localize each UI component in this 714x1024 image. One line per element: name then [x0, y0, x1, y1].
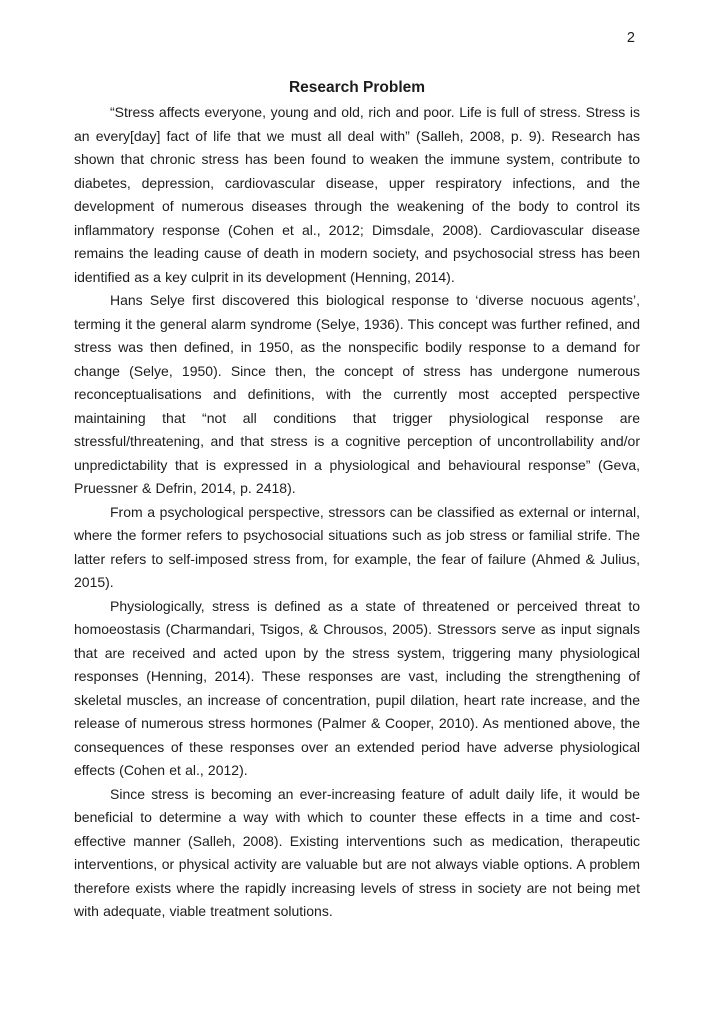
paragraph-1: “Stress affects everyone, young and old, rich and poor. Life is full of stress. Stress is an every[day] fact of life that we must all deal with” (Salleh, 2008, p. 9). Research has shown that chronic stress has been found to weaken the immune system, contribute to diabetes, depression, cardiovascular disease, upper respiratory infections, and the development of numerous diseases through the weakening of the body to control its inflammatory response (Cohen et al., 2012; Dimsdale, 2008). Cardiovascular disease remains the leading cause of death in modern society, and psychosocial stress has been identified as a key culprit in its development (Henning, 2014).	[74, 104, 640, 285]
document-body	[74, 101, 640, 924]
paragraph-5: Since stress is becoming an ever-increasing feature of adult daily life, it would be beneficial to determine a way with which to counter these effects in a time and cost-effective manner (Salleh, 2008). Existing interventions such as medication, therapeutic interventions, or physical activity are valuable but are not always viable options. A problem therefore exists where the rapidly increasing levels of stress in society are not being met with adequate, viable treatment solutions.	[74, 785, 640, 919]
paragraph-3: From a psychological perspective, stressors can be classified as external or internal, where the former refers to psychosocial situations such as job stress or familial strife. The latter refers to self-imposed stress from, for example, the fear of failure (Ahmed & Julius, 2015).	[74, 503, 640, 590]
page-number: 2	[626, 30, 635, 46]
page-title: Research Problem	[288, 79, 426, 96]
paragraph-2: Hans Selye first discovered this biological response to ‘diverse nocuous agents’, terming it the general alarm syndrome (Selye, 1936). This concept was further refined, and stress was then defined, in 1950, as the nonspecific bodily response to a demand for change (Selye, 1950). Since then, the concept of stress has undergone numerous reconceptualisations and definitions, with the currently most accepted perspective maintaining that “not all conditions that trigger physiological response are stressful/threatening, and that stress is a cognitive perception of uncontrollability and/or unpredictability that is expressed in a physiological and behavioural response” (Geva, Pruessner & Defrin, 2014, p. 2418).	[74, 292, 640, 496]
paragraph-4: Physiologically, stress is defined as a state of threatened or perceived threat to homoeostasis (Charmandari, Tsigos, & Chrousos, 2005). Stressors serve as input signals that are received and acted upon by the stress system, triggering many physiological responses (Henning, 2014). These responses are vast, including the strengthening of skeletal muscles, an increase of concentration, pupil dilation, heart rate increase, and the release of numerous stress hormones (Palmer & Cooper, 2010). As mentioned above, the consequences of these responses over an extended period have adverse physiological effects (Cohen et al., 2012).	[74, 597, 640, 778]
